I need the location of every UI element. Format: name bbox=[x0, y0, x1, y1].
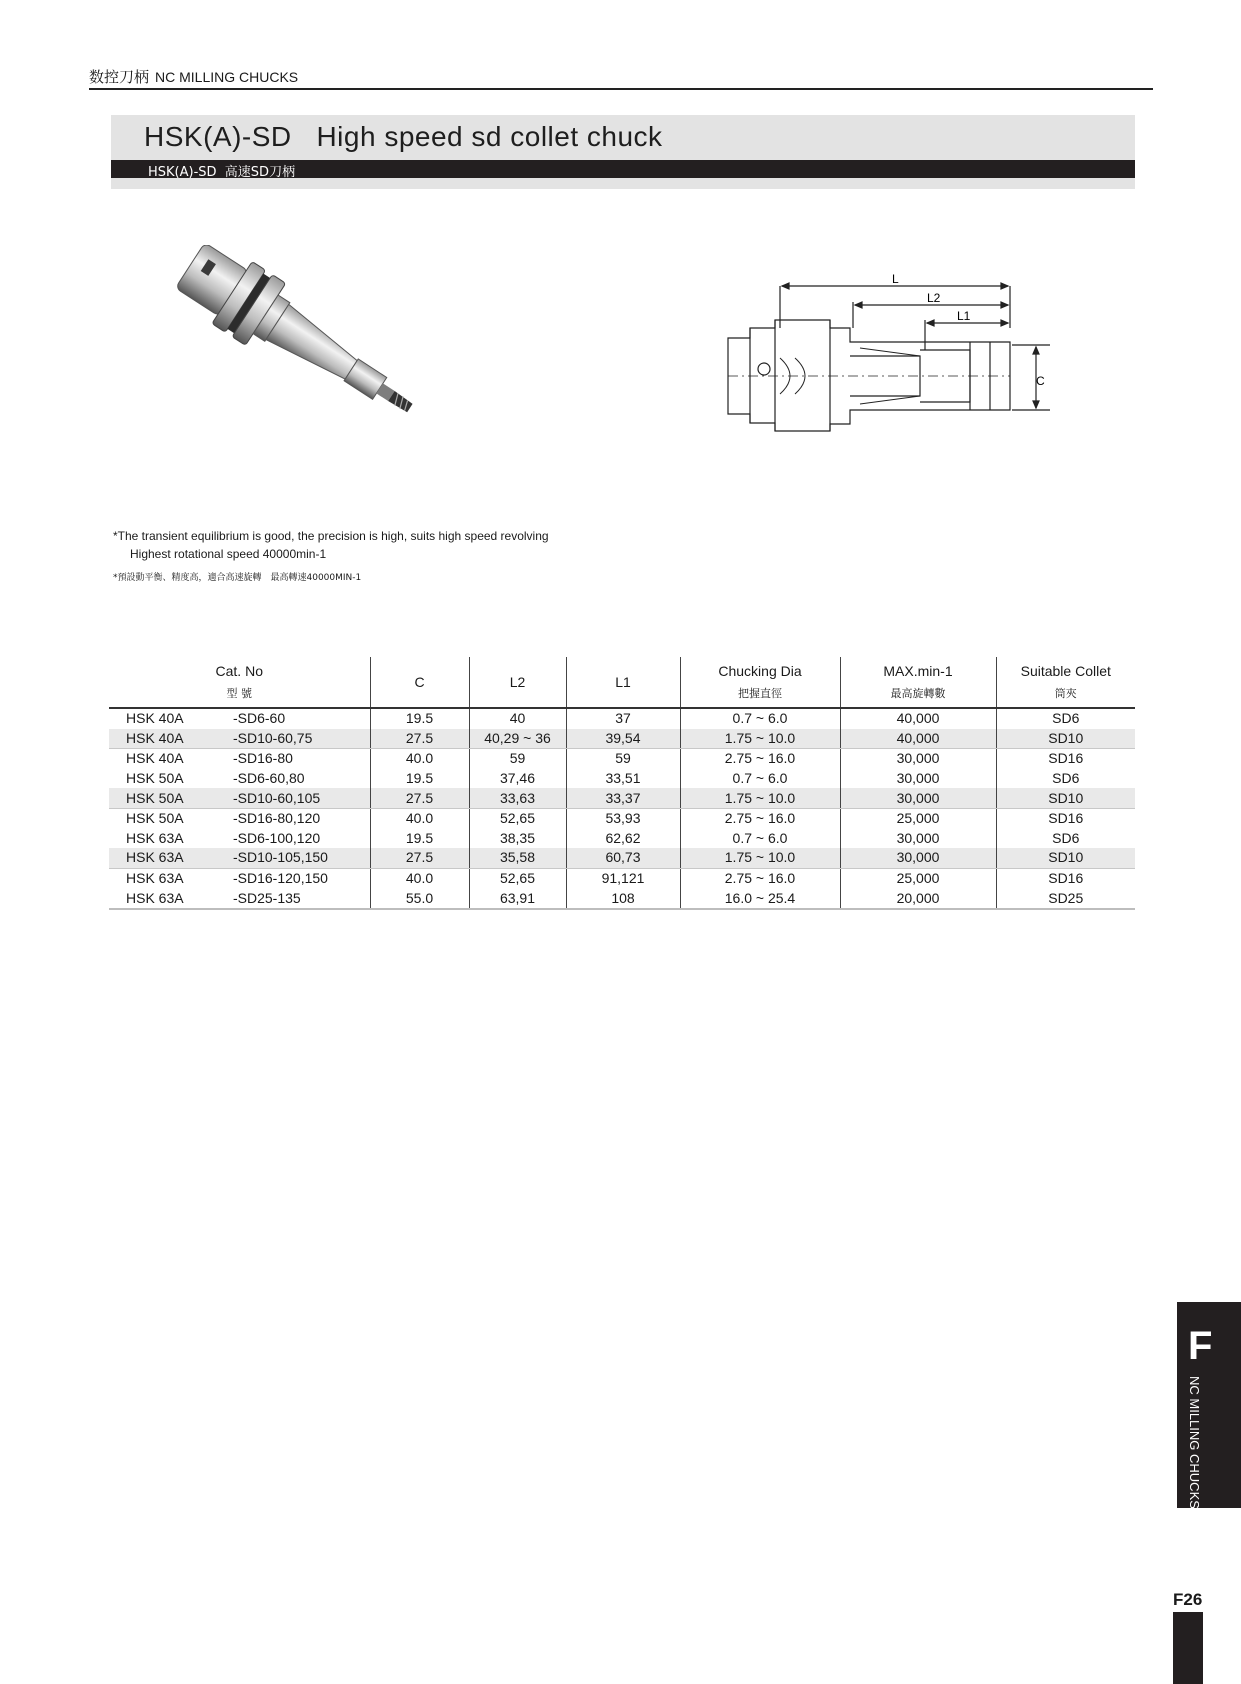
table-row bbox=[109, 848, 1135, 868]
cell-collet: SD16 bbox=[1048, 810, 1084, 827]
header-l1: L1 bbox=[566, 657, 680, 708]
cell-dia: 1.75 ~ 10.0 bbox=[680, 788, 840, 808]
table-row bbox=[109, 708, 1135, 729]
cell-l1: 62,62 bbox=[566, 829, 680, 849]
dim-label-l: L bbox=[892, 272, 899, 286]
cell-c: 19.5 bbox=[370, 829, 469, 849]
feature-note-en: *The transient equilibrium is good, the precision is high, suits high speed revolving bbox=[113, 529, 549, 543]
cell-model: HSK 63A bbox=[126, 829, 184, 846]
feature-note-cn: *預設動平衡、精度高，適合高速旋轉 最高轉速40000MIN-1 bbox=[113, 573, 362, 583]
cell-max: 30,000 bbox=[840, 788, 996, 808]
cell-suffix: -SD10-60,105 bbox=[215, 788, 370, 808]
cell-l1: 91,121 bbox=[566, 868, 680, 888]
header-c: C bbox=[370, 657, 469, 708]
dim-label-l1: L1 bbox=[957, 309, 971, 323]
cell-collet: SD6 bbox=[1052, 770, 1080, 787]
cell-suffix: -SD16-80,120 bbox=[215, 808, 370, 828]
spec-table bbox=[109, 657, 1135, 910]
section-letter: F bbox=[1188, 1324, 1213, 1368]
cell-collet: SD10 bbox=[996, 729, 1135, 749]
section-side-tab bbox=[1177, 1302, 1241, 1557]
cell-l1: 59 bbox=[566, 749, 680, 769]
title-band bbox=[111, 115, 1135, 189]
cell-dia: 2.75 ~ 16.0 bbox=[680, 868, 840, 888]
cell-c: 27.5 bbox=[370, 848, 469, 868]
cell-dia: 1.75 ~ 10.0 bbox=[680, 729, 840, 749]
side-label-cn: 數控刀柄 bbox=[1188, 1512, 1201, 1557]
subtitle-bar bbox=[111, 160, 1135, 178]
cell-l2: 40 bbox=[469, 708, 566, 729]
cell-l2: 37,46 bbox=[469, 769, 566, 789]
cell-c: 40.0 bbox=[370, 749, 469, 769]
cell-collet: SD25 bbox=[996, 888, 1135, 909]
cell-model: HSK 63A bbox=[109, 888, 215, 909]
table-row bbox=[109, 829, 1135, 849]
cell-dia: 0.7 ~ 6.0 bbox=[680, 769, 840, 789]
cell-suffix: -SD6-100,120 bbox=[215, 829, 370, 849]
cell-dia: 1.75 ~ 10.0 bbox=[680, 848, 840, 868]
cell-max: 30,000 bbox=[840, 829, 996, 849]
cell-model: HSK 40A bbox=[126, 710, 184, 727]
header-suitable-collet: Suitable Collet 筒夾 bbox=[996, 657, 1135, 708]
table-row bbox=[109, 769, 1135, 789]
product-photo bbox=[160, 245, 430, 430]
cell-l1: 37 bbox=[566, 708, 680, 729]
table-row bbox=[109, 808, 1135, 828]
dim-label-l2: L2 bbox=[927, 291, 941, 305]
cell-model: HSK 50A bbox=[109, 788, 215, 808]
page-number-bar bbox=[1173, 1612, 1203, 1684]
cell-l1: 53,93 bbox=[566, 808, 680, 828]
section-vertical-label bbox=[1186, 1376, 1202, 1557]
cell-c: 27.5 bbox=[370, 788, 469, 808]
cell-suffix: -SD25-135 bbox=[215, 888, 370, 909]
cell-c: 19.5 bbox=[370, 708, 469, 729]
cell-model: HSK 50A bbox=[126, 810, 184, 827]
cell-model: HSK 63A bbox=[126, 870, 184, 887]
cell-l2: 33,63 bbox=[469, 788, 566, 808]
cell-c: 55.0 bbox=[370, 888, 469, 909]
dim-label-c: C bbox=[1036, 374, 1045, 388]
cell-l1: 60,73 bbox=[566, 848, 680, 868]
cell-dia: 0.7 ~ 6.0 bbox=[680, 708, 840, 729]
page-number: F26 bbox=[1173, 1590, 1203, 1609]
cell-max: 30,000 bbox=[840, 749, 996, 769]
cell-dia: 2.75 ~ 16.0 bbox=[680, 808, 840, 828]
cell-suffix: -SD10-105,150 bbox=[215, 848, 370, 868]
speed-note-en: Highest rotational speed 40000min-1 bbox=[130, 547, 327, 561]
cell-dia: 2.75 ~ 16.0 bbox=[680, 749, 840, 769]
cell-collet: SD6 bbox=[1052, 710, 1080, 727]
cell-max: 30,000 bbox=[840, 769, 996, 789]
cell-collet: SD6 bbox=[1052, 829, 1080, 846]
cell-suffix: -SD16-120,150 bbox=[215, 868, 370, 888]
cell-l1: 33,51 bbox=[566, 769, 680, 789]
cell-model: HSK 63A bbox=[109, 848, 215, 868]
cell-l2: 38,35 bbox=[469, 829, 566, 849]
cell-l1: 33,37 bbox=[566, 788, 680, 808]
cell-suffix: -SD6-60,80 bbox=[215, 769, 370, 789]
cell-model: HSK 40A bbox=[109, 729, 215, 749]
cell-l1: 39,54 bbox=[566, 729, 680, 749]
cell-collet: SD16 bbox=[1048, 870, 1084, 887]
cell-c: 27.5 bbox=[370, 729, 469, 749]
cell-max: 40,000 bbox=[840, 708, 996, 729]
cell-c: 40.0 bbox=[370, 868, 469, 888]
cell-max: 20,000 bbox=[840, 888, 996, 909]
page-subtitle: HSK(A)-SD 高速SD刀柄 bbox=[148, 165, 296, 180]
cell-l2: 52,65 bbox=[469, 808, 566, 828]
cell-l2: 40,29 ~ 36 bbox=[469, 729, 566, 749]
header-l2: L2 bbox=[469, 657, 566, 708]
cell-suffix: -SD6-60 bbox=[215, 708, 370, 729]
page-header bbox=[89, 62, 1153, 90]
cell-collet: SD10 bbox=[996, 788, 1135, 808]
cell-model: HSK 50A bbox=[126, 770, 184, 787]
cell-l2: 52,65 bbox=[469, 868, 566, 888]
side-label-en: NC MILLING CHUCKS bbox=[1187, 1376, 1202, 1509]
cell-dia: 16.0 ~ 25.4 bbox=[680, 888, 840, 909]
schematic-drawing bbox=[720, 268, 1060, 443]
cell-collet: SD16 bbox=[1048, 750, 1084, 767]
section-title-en: NC MILLING CHUCKS bbox=[155, 69, 299, 85]
section-title-cn: 数控刀柄 bbox=[89, 68, 150, 86]
cell-l2: 35,58 bbox=[469, 848, 566, 868]
table-row bbox=[109, 888, 1135, 909]
cell-max: 25,000 bbox=[840, 868, 996, 888]
page-title: HSK(A)-SD High speed sd collet chuck bbox=[144, 121, 663, 152]
cell-dia: 0.7 ~ 6.0 bbox=[680, 829, 840, 849]
cell-max: 25,000 bbox=[840, 808, 996, 828]
table-row bbox=[109, 868, 1135, 888]
cell-l2: 63,91 bbox=[469, 888, 566, 909]
table-row bbox=[109, 749, 1135, 769]
cell-l1: 108 bbox=[566, 888, 680, 909]
cell-c: 19.5 bbox=[370, 769, 469, 789]
table-row bbox=[109, 729, 1135, 749]
cell-c: 40.0 bbox=[370, 808, 469, 828]
cell-l2: 59 bbox=[469, 749, 566, 769]
cell-max: 40,000 bbox=[840, 729, 996, 749]
cell-max: 30,000 bbox=[840, 848, 996, 868]
header-chucking-dia: Chucking Dia 把握直徑 bbox=[680, 657, 840, 708]
table-header-row bbox=[109, 657, 1135, 708]
header-max-speed: MAX.min-1 最高旋轉數 bbox=[840, 657, 996, 708]
table-row bbox=[109, 788, 1135, 808]
cell-suffix: -SD16-80 bbox=[215, 749, 370, 769]
header-catno: Cat. No 型 號 bbox=[109, 657, 370, 708]
cell-suffix: -SD10-60,75 bbox=[215, 729, 370, 749]
cell-collet: SD10 bbox=[996, 848, 1135, 868]
cell-model: HSK 40A bbox=[126, 750, 184, 767]
